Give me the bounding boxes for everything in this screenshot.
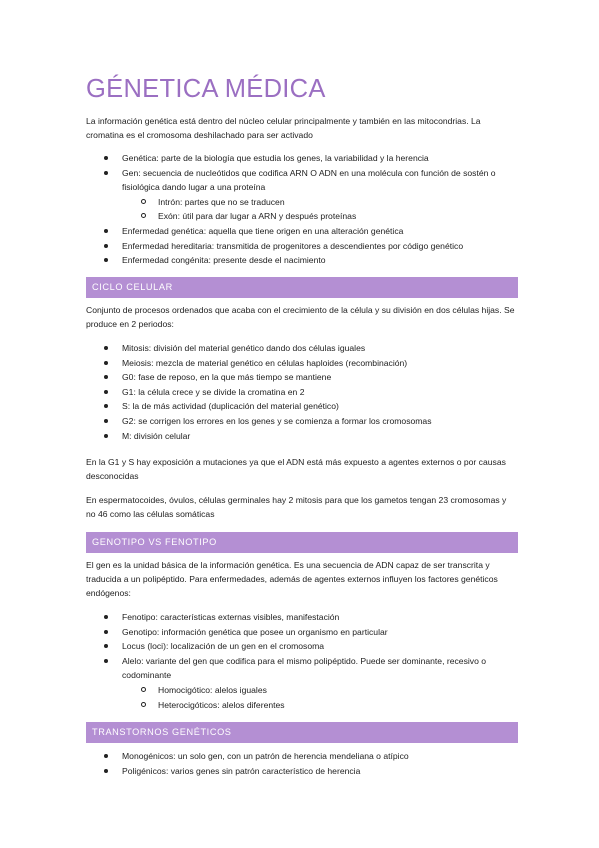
- bullet-icon: [104, 346, 108, 350]
- bullet-icon: [104, 156, 108, 160]
- genotipo-list: [104, 610, 518, 712]
- genotipo-paragraph: El gen es la unidad básica de la información genética. Es una secuencia de ADN capaz de ser transcrita y traducida a un polipéptido. Para enfermedades, además de agentes externos influyen los factores genéticos endógenos:: [86, 560, 498, 598]
- bullet-icon: [104, 244, 108, 248]
- list-item: S: la de más actividad (duplicación del material genético): [104, 399, 518, 414]
- trastornos-list: [104, 749, 518, 778]
- bullet-icon: [104, 390, 108, 394]
- bullet-icon: [104, 375, 108, 379]
- list-item: Homocigótico: alelos iguales: [104, 683, 518, 698]
- hollow-bullet-icon: [141, 213, 146, 218]
- ciclo-paragraph: Conjunto de procesos ordenados que acaba con el crecimiento de la célula y su división en dos células hijas. Se produce en 2 periodos:: [86, 305, 515, 329]
- section-heading-trastornos: TRANSTORNOS GENÉTICOS: [86, 722, 518, 743]
- list-item: M: división celular: [104, 429, 518, 444]
- list-item: Locus (loci): localización de un gen en el cromosoma: [104, 639, 518, 654]
- list-item: Intrón: partes que no se traducen: [104, 195, 518, 210]
- list-item: Enfermedad congénita: presente desde el nacimiento: [104, 253, 518, 268]
- bullet-icon: [104, 419, 108, 423]
- ciclo-paragraph-3: En espermatocoides, óvulos, células germinales hay 2 mitosis para que los gametos tengan 23 cromosomas y no 46 como las células somáticas: [86, 495, 507, 519]
- bullet-icon: [104, 229, 108, 233]
- bullet-icon: [104, 404, 108, 408]
- list-item: Meiosis: mezcla de material genético en células haploides (recombinación): [104, 356, 518, 371]
- hollow-bullet-icon: [141, 687, 146, 692]
- list-item: Enfermedad hereditaria: transmitida de progenitores a descendientes por código genético: [104, 239, 518, 254]
- bullet-icon: [104, 615, 108, 619]
- section-heading-genotipo: GENOTIPO VS FENOTIPO: [86, 532, 518, 553]
- list-item: Enfermedad genética: aquella que tiene origen en una alteración genética: [104, 224, 518, 239]
- list-item: Heterocigóticos: alelos diferentes: [104, 698, 518, 713]
- list-item: G0: fase de reposo, en la que más tiempo se mantiene: [104, 370, 518, 385]
- hollow-bullet-icon: [141, 702, 146, 707]
- list-item: Poligénicos: varios genes sin patrón característico de herencia: [104, 764, 518, 779]
- ciclo-list: [104, 341, 518, 443]
- bullet-icon: [104, 171, 108, 175]
- hollow-bullet-icon: [141, 199, 146, 204]
- list-item: Exón: útil para dar lugar a ARN y después proteínas: [104, 209, 518, 224]
- bullet-icon: [104, 644, 108, 648]
- bullet-icon: [104, 630, 108, 634]
- list-item: G2: se corrigen los errores en los genes y se comienza a formar los cromosomas: [104, 414, 518, 429]
- list-item: Gen: secuencia de nucleótidos que codifica ARN O ADN en una molécula con función de sostén o fisiológica dando lugar a una proteína: [104, 166, 518, 195]
- list-item: G1: la célula crece y se divide la cromatina en 2: [104, 385, 518, 400]
- bullet-icon: [104, 258, 108, 262]
- page-title: GÉNETICA MÉDICA: [86, 75, 326, 103]
- list-item: Fenotipo: características externas visibles, manifestación: [104, 610, 518, 625]
- bullet-icon: [104, 434, 108, 438]
- bullet-icon: [104, 659, 108, 663]
- list-item: Genotipo: información genética que posee un organismo en particular: [104, 625, 518, 640]
- list-item: Mitosis: división del material genético dando dos células iguales: [104, 341, 518, 356]
- ciclo-paragraph-2: En la G1 y S hay exposición a mutaciones ya que el ADN está más expuesto a agentes externos o por causas desconocidas: [86, 457, 506, 481]
- bullet-icon: [104, 361, 108, 365]
- section-heading-ciclo: CICLO CELULAR: [86, 277, 518, 298]
- intro-paragraph: La información genética está dentro del núcleo celular principalmente y también en las mitocondrias. La cromatina es el cromosoma deshilachado para ser activado: [86, 116, 481, 140]
- bullet-icon: [104, 754, 108, 758]
- list-item: Monogénicos: un solo gen, con un patrón de herencia mendeliana o atípico: [104, 749, 518, 764]
- intro-list: [104, 151, 518, 268]
- list-item: Genética: parte de la biología que estudia los genes, la variabilidad y la herencia: [104, 151, 518, 166]
- list-item: Alelo: variante del gen que codifica para el mismo polipéptido. Puede ser dominante, recesivo o codominante: [104, 654, 518, 683]
- bullet-icon: [104, 769, 108, 773]
